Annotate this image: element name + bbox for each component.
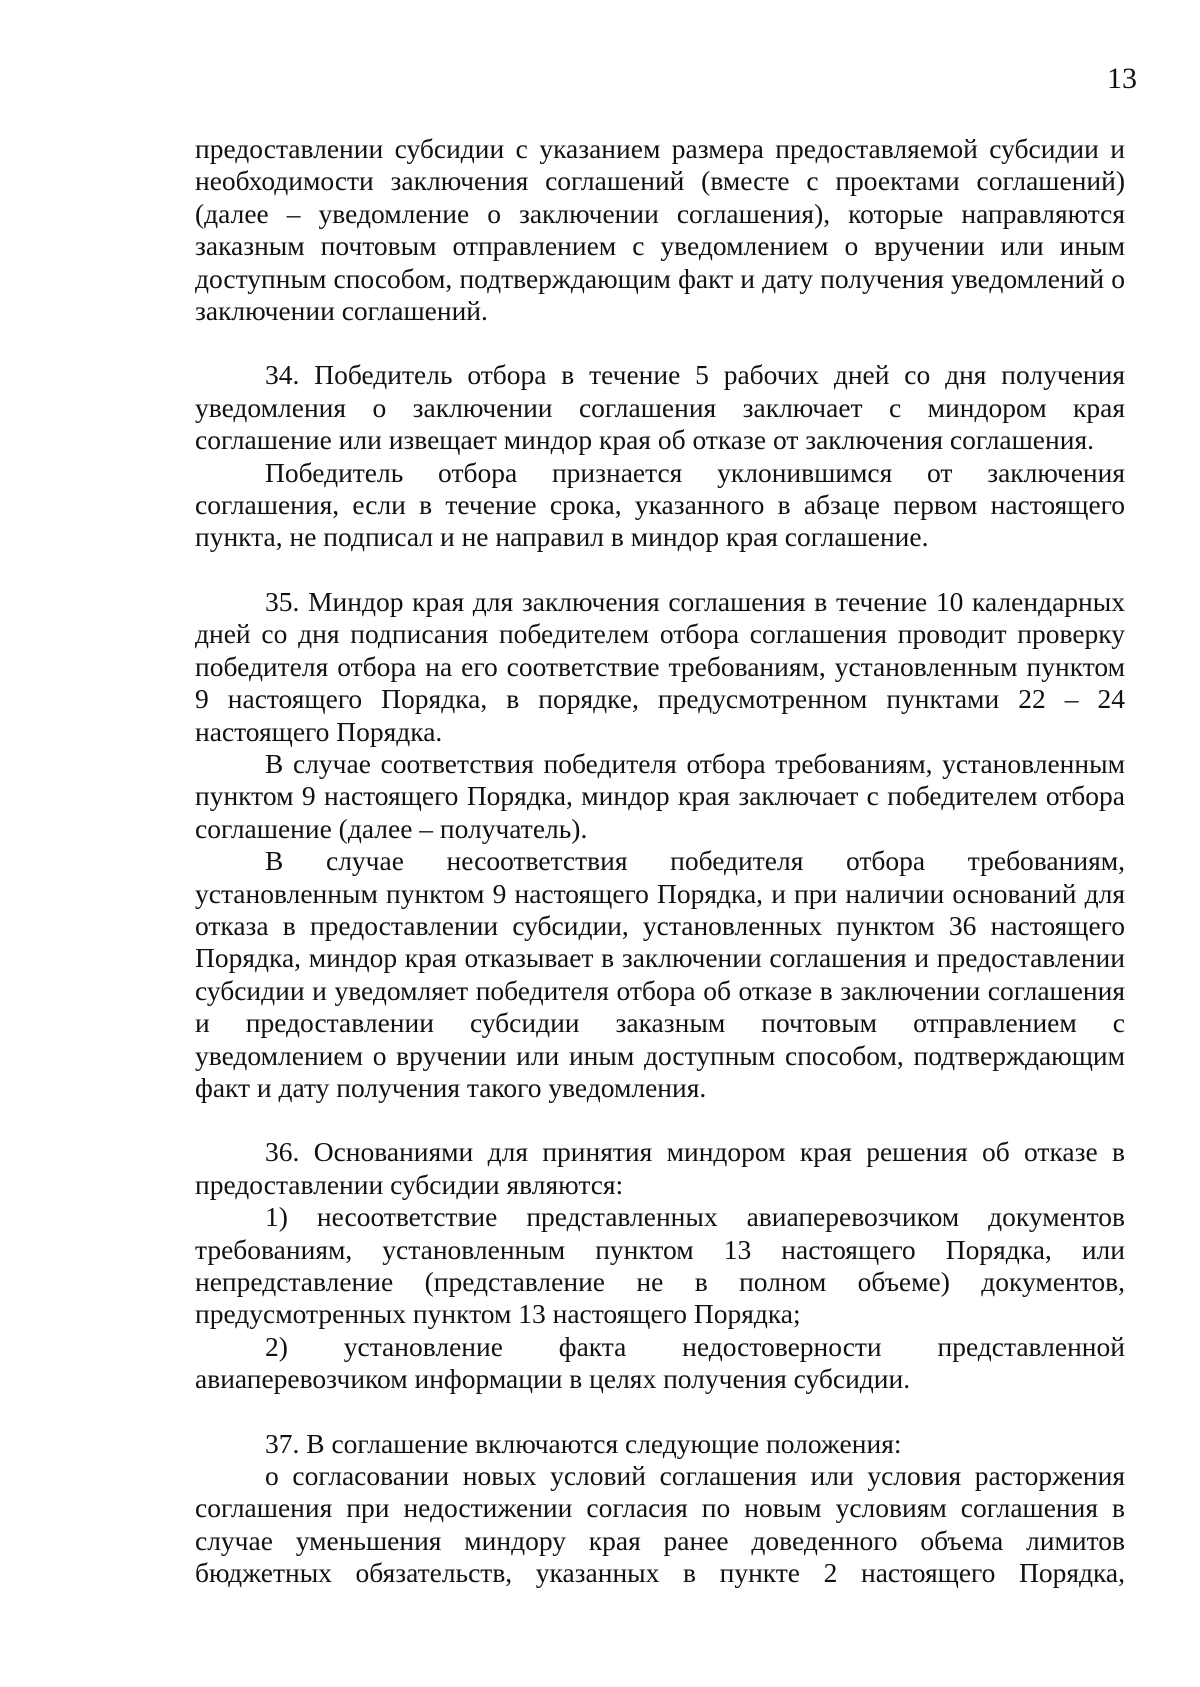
paragraph-35-3: В случае несоответствия победителя отбора требованиям, установленным пунктом 9 настоящего Порядка, и при наличии оснований для отказа в предоставлении субсидии, установленных пунктом 36 настоящего Порядка, миндор края отказывает в заключении соглашения и предоставлении субсидии и уведомляет победителя отбора об отказе в заключении соглашения и предоставлении субсидии заказным почтовым отправлением с уведомлением о вручении или иным доступным способом, подтверждающим факт и дату получения такого уведомления.: [195, 845, 1125, 1103]
paragraph-37-1: 37. В соглашение включаются следующие положения:: [265, 1427, 902, 1459]
page-number: 13: [1107, 62, 1137, 95]
paragraph-35-2: В случае соответствия победителя отбора требованиям, установленным пунктом 9 настоящего Порядка, миндор края заключает с победителем отбора соглашение (далее – получатель).: [195, 747, 1125, 844]
paragraph-36-1: 36. Основаниями для принятия миндором края решения об отказе в предоставлении субсидии являются:: [195, 1136, 1125, 1200]
paragraph-34-2: Победитель отбора признается уклонившимся от заключения соглашения, если в течение срока, указанного в абзаце первом настоящего пункта, не подписал и не направил в миндор края соглашение.: [195, 456, 1125, 553]
paragraph-35-1: 35. Миндор края для заключения соглашения в течение 10 календарных дней со дня подписания победителем отбора соглашения проводит проверку победителя отбора на его соответствие требованиям, установленным пунктом 9 настоящего Порядка, в порядке, предусмотренном пунктами 22 – 24 настоящего Порядка.: [195, 585, 1125, 747]
paragraph-36-2: 1) несоответствие представленных авиаперевозчиком документов требованиям, установленным пунктом 13 настоящего Порядка, или непредставление (представление не в полном объеме) документов, предусмотренных пунктом 13 настоящего Порядка;: [195, 1201, 1125, 1330]
paragraph-34-1: 34. Победитель отбора в течение 5 рабочих дней со дня получения уведомления о заключении соглашения заключает с миндором края соглашение или извещает миндор края об отказе от заключения соглашения.: [195, 359, 1125, 456]
document-body: [195, 133, 1125, 1590]
paragraph-36-3: 2) установление факта недостоверности представленной авиаперевозчиком информации в целях получения субсидии.: [195, 1330, 1125, 1395]
paragraph-37-2: о согласовании новых условий соглашения или условия расторжения соглашения при недостижении согласия по новым условиям соглашения в случае уменьшения миндору края ранее доведенного объема лимитов бюджетных обязательств, указанных в пункте 2 настоящего Порядка,: [195, 1460, 1125, 1589]
paragraph-continuation: предоставлении субсидии с указанием размера предоставляемой субсидии и необходимости заключения соглашений (вместе с проектами соглашений) (далее – уведомление о заключении соглашения), которые направляются заказным почтовым отправлением с уведомлением о вручении или иным доступным способом, подтверждающим факт и дату получения уведомлений о заключении соглашений.: [195, 133, 1125, 327]
